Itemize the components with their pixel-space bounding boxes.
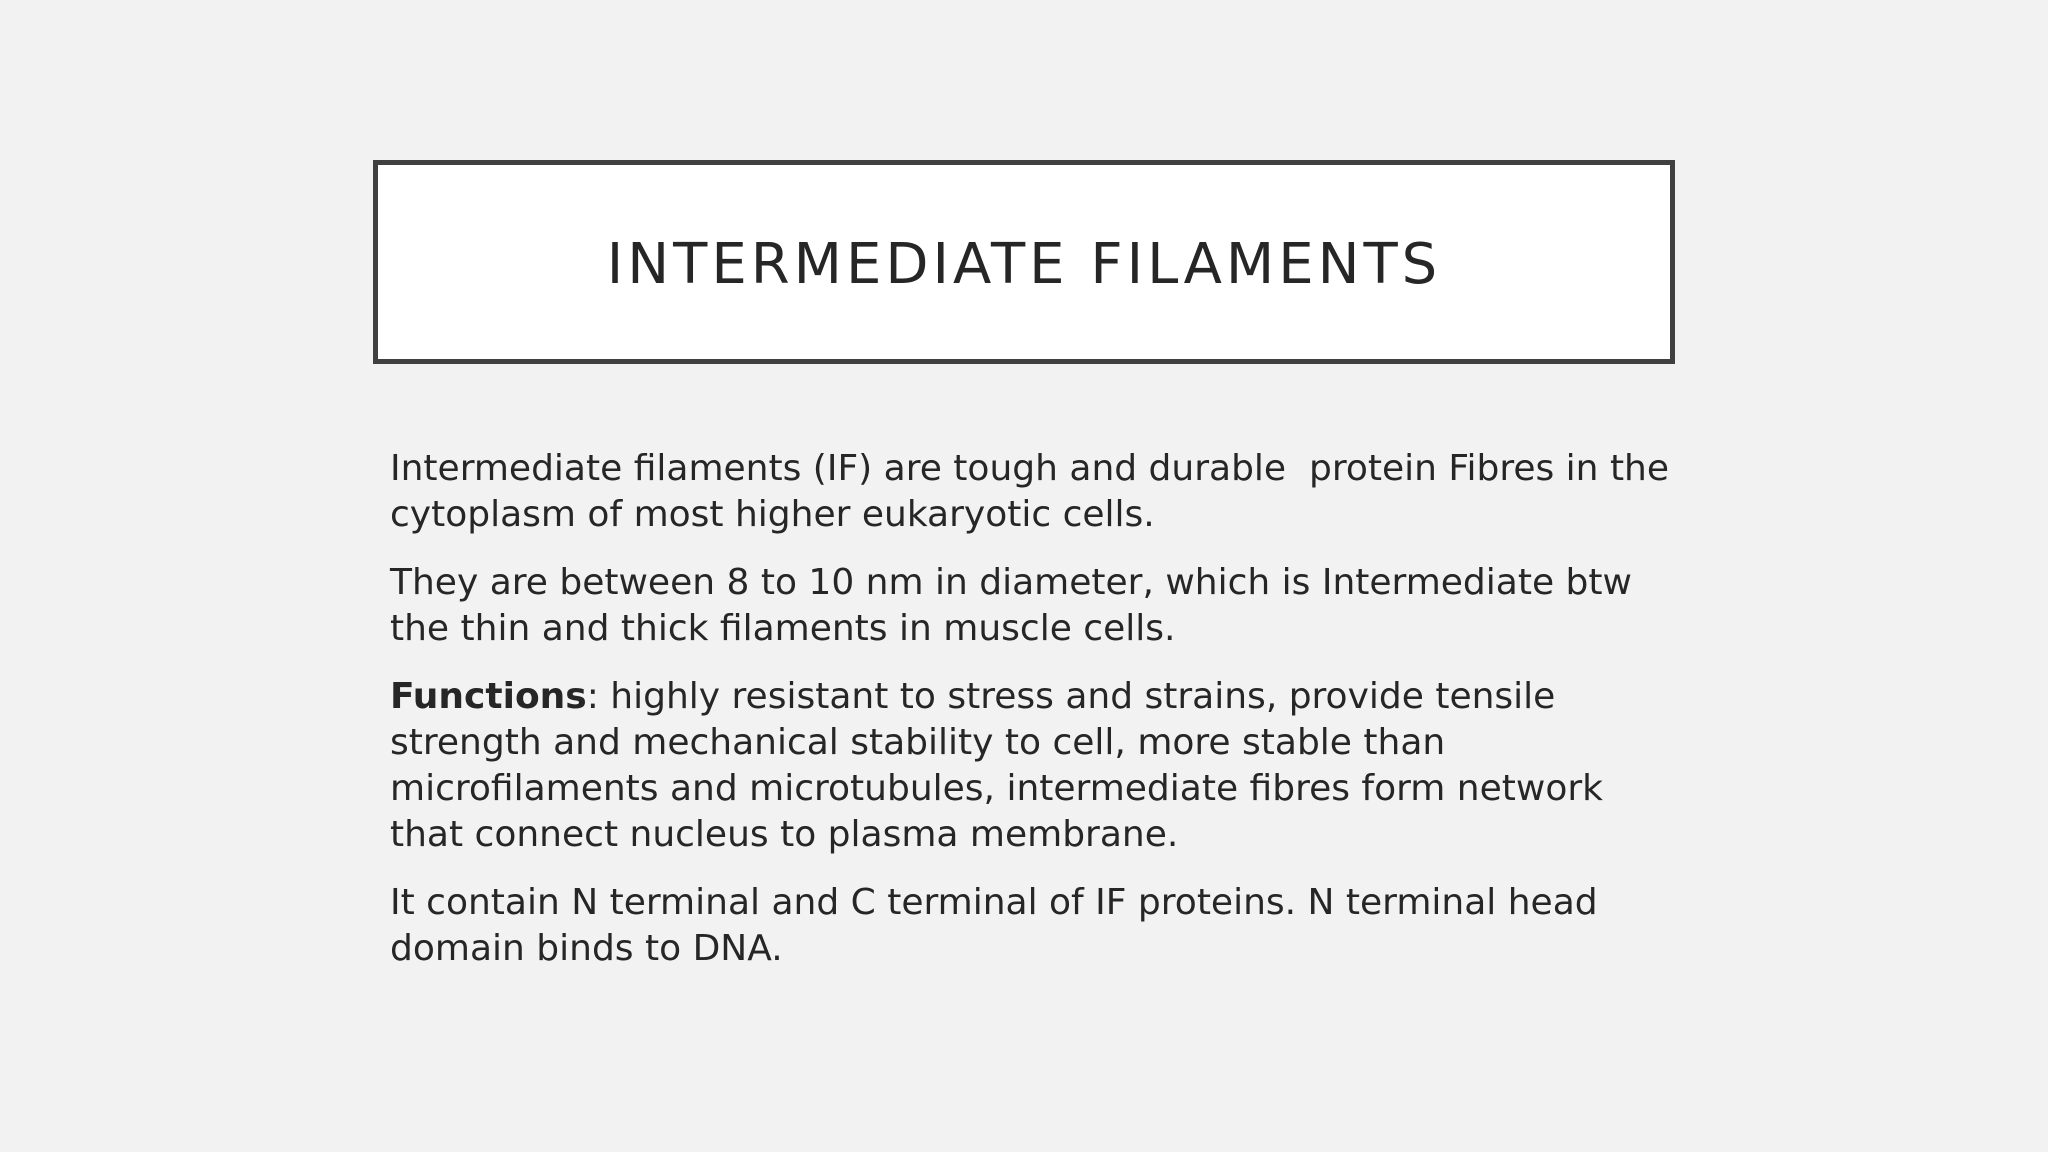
functions-label: Functions (390, 676, 587, 717)
paragraph-diameter: They are between 8 to 10 nm in diameter, which is Intermediate btw the thin and thick filaments in muscle cells. (390, 562, 1644, 649)
title-box (373, 160, 1675, 364)
paragraph-terminals: It contain N terminal and C terminal of IF proteins. N terminal head domain binds to DNA. (390, 882, 1610, 969)
paragraph-definition: Intermediate filaments (IF) are tough and durable protein Fibres in the cytoplasm of most higher eukaryotic cells. (390, 448, 1681, 535)
slide-body (390, 446, 1680, 994)
slide-title: INTERMEDIATE FILAMENTS (606, 231, 1442, 297)
functions-text: : highly resistant to stress and strains, provide tensile strength and mechanical stability to cell, more stable than microfilaments and microtubules, intermediate fibres form network that connect nucleus to plasma membrane. (390, 676, 1615, 855)
paragraph-functions (390, 674, 1680, 858)
